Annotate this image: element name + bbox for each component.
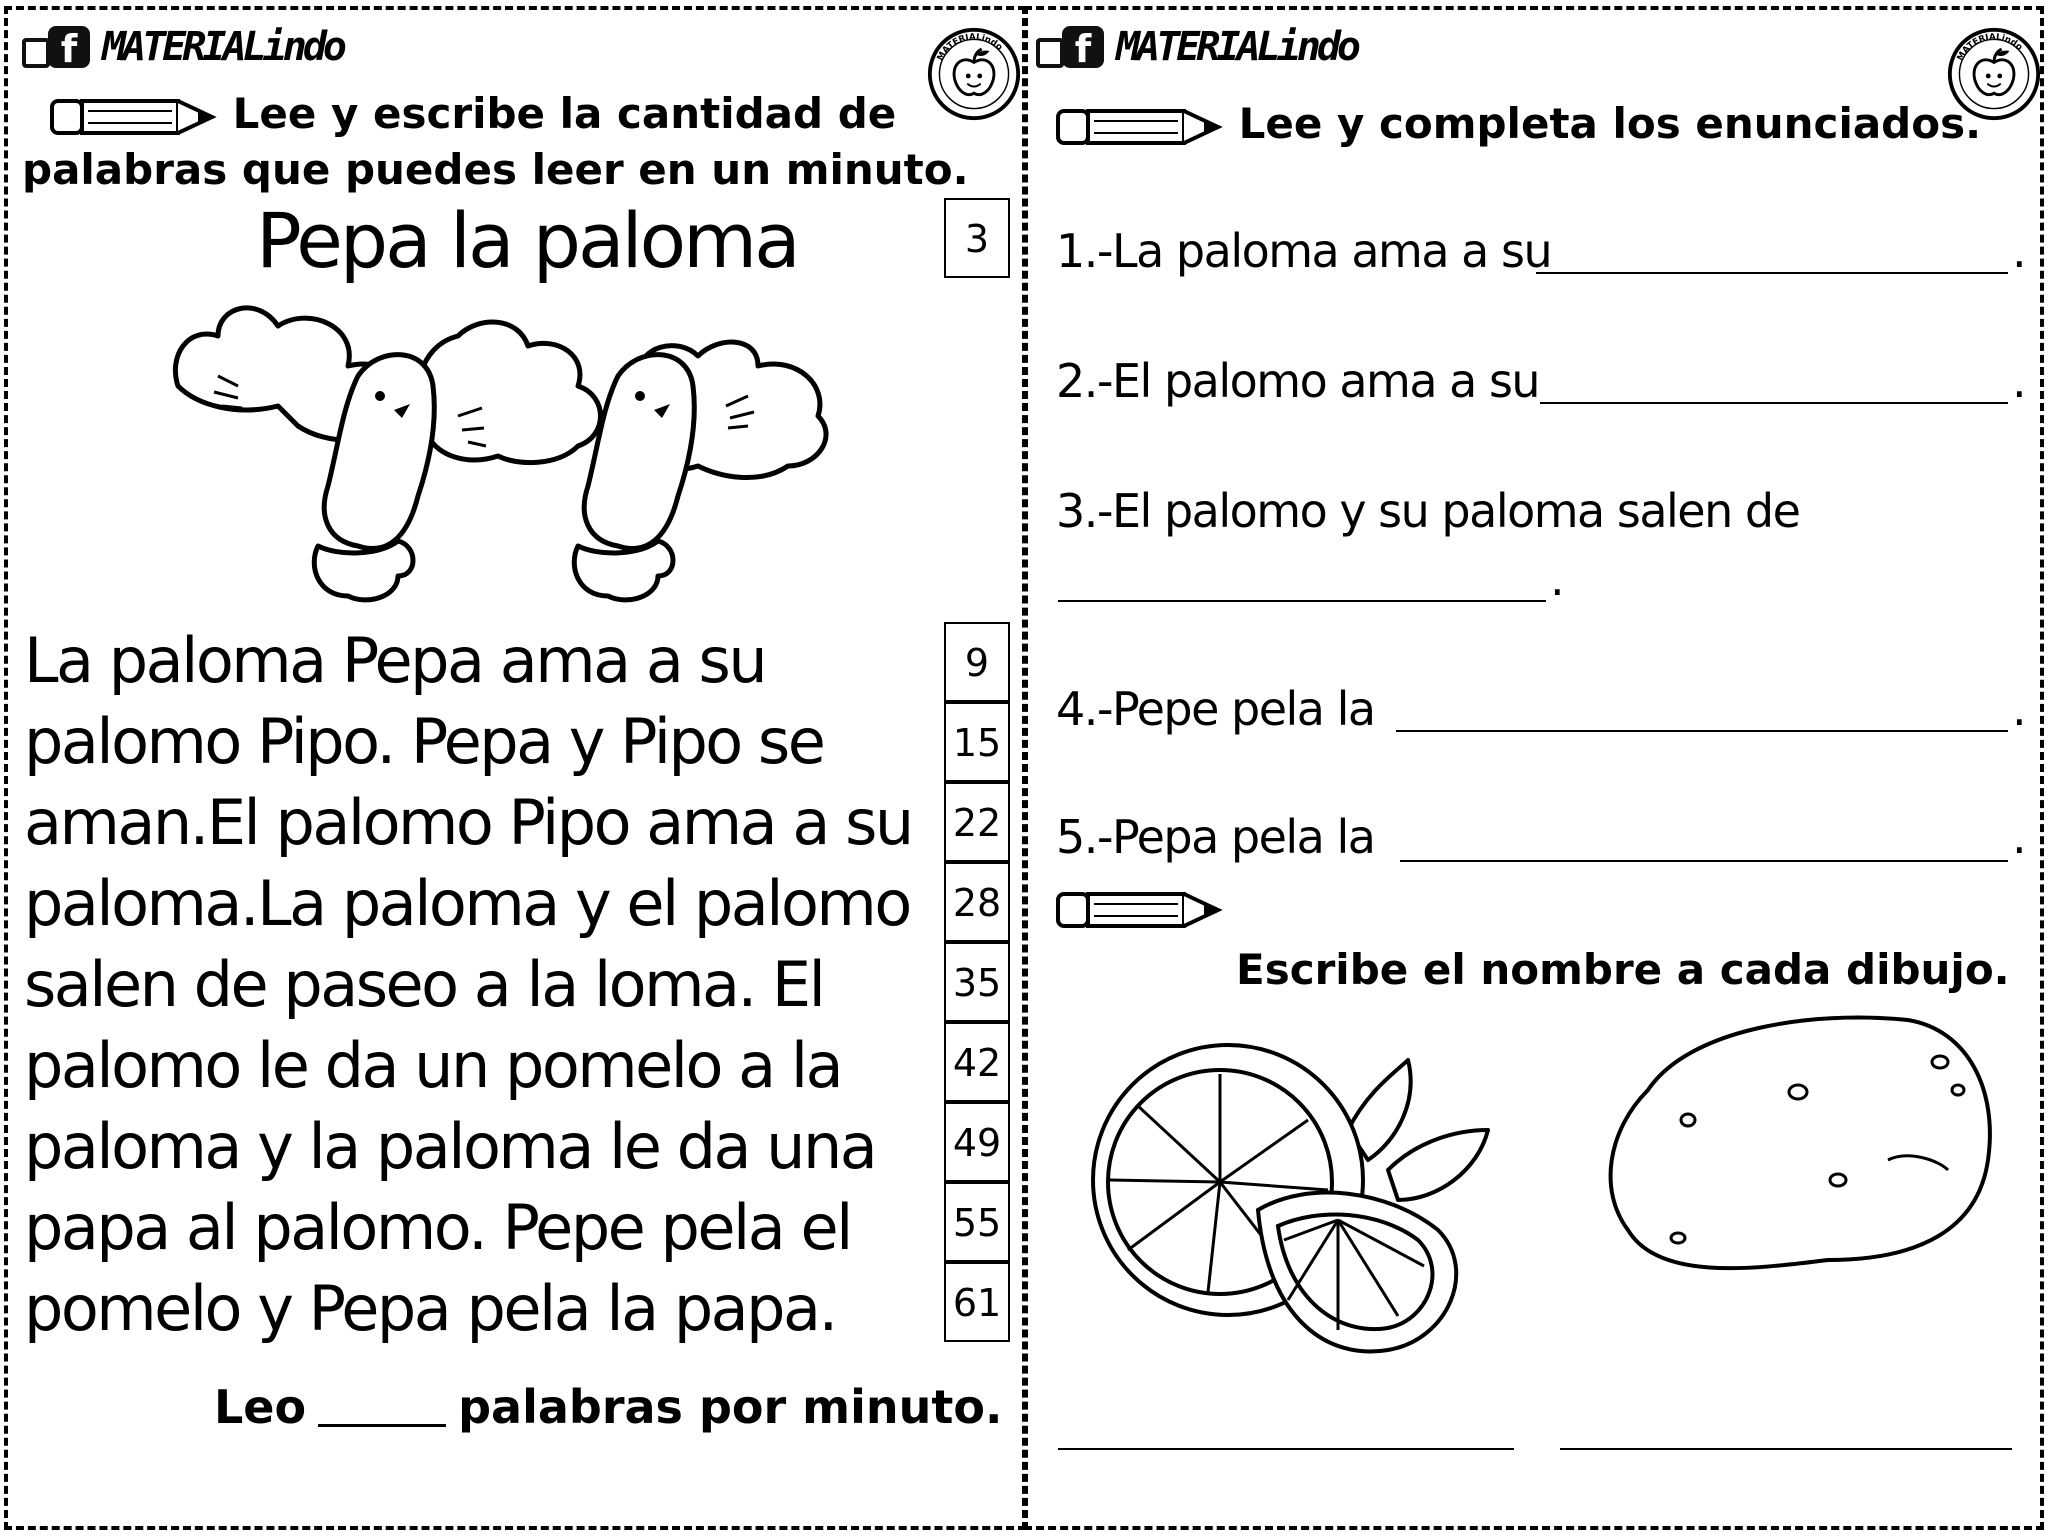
grapefruit-answer-line[interactable] bbox=[1058, 1448, 1514, 1450]
story-line: paloma y la paloma le da una bbox=[24, 1110, 876, 1183]
word-count-box: 35 bbox=[944, 942, 1010, 1022]
question-3: 3.-El palomo y su paloma salen de bbox=[1056, 484, 1800, 538]
potato-answer-line[interactable] bbox=[1560, 1448, 2012, 1450]
svg-text:MATERIALindo: MATERIALindo bbox=[1955, 32, 2025, 63]
story-line: paloma.La paloma y el palomo bbox=[24, 867, 910, 940]
grapefruit-illustration bbox=[1088, 1030, 1518, 1370]
complete-instruction-text: Lee y completa los enunciados. bbox=[1238, 99, 1982, 148]
pencil-icon bbox=[48, 93, 218, 141]
footer-end: palabras por minuto. bbox=[458, 1380, 1003, 1434]
potato-illustration bbox=[1588, 1010, 1998, 1310]
draw-instruction: Escribe el nombre a cada dibujo. bbox=[1236, 945, 2010, 994]
answer-line-4[interactable] bbox=[1396, 730, 2008, 732]
left-worksheet-page bbox=[4, 6, 1026, 1530]
story-line: palomo Pipo. Pepa y Pipo se bbox=[24, 705, 824, 778]
story-line: La paloma Pepa ama a su bbox=[24, 624, 766, 697]
answer-line-5[interactable] bbox=[1400, 860, 2008, 862]
doves-illustration bbox=[158, 296, 878, 606]
reading-instruction bbox=[48, 86, 896, 142]
brand-name: MATERIALindo bbox=[102, 24, 343, 70]
title-word-count: 3 bbox=[944, 198, 1010, 278]
story-title: Pepa la paloma bbox=[256, 196, 798, 285]
question-5: 5.-Pepa pela la bbox=[1056, 810, 1375, 864]
word-count-box: 15 bbox=[944, 702, 1010, 782]
period: . bbox=[2012, 682, 2027, 736]
question-1: 1.-La paloma ama a su bbox=[1056, 224, 1552, 278]
word-count-box: 55 bbox=[944, 1182, 1010, 1262]
instruction-line-1: Lee y escribe la cantidad de bbox=[232, 89, 897, 138]
right-worksheet-page bbox=[1024, 6, 2044, 1530]
word-count-box: 9 bbox=[944, 622, 1010, 702]
period: . bbox=[2012, 224, 2027, 278]
story-line: papa al palomo. Pepe pela el bbox=[24, 1191, 851, 1264]
period: . bbox=[2012, 354, 2027, 408]
facebook-icon: f bbox=[1036, 24, 1110, 70]
answer-line-3[interactable] bbox=[1058, 600, 1546, 602]
footer-start: Leo bbox=[214, 1380, 307, 1434]
left-seal-text bbox=[926, 26, 1022, 122]
question-2: 2.-El palomo ama a su bbox=[1056, 354, 1540, 408]
period: . bbox=[1550, 552, 1565, 606]
story-line: aman.El palomo Pipo ama a su bbox=[24, 786, 912, 859]
question-4: 4.-Pepe pela la bbox=[1056, 682, 1375, 736]
answer-line-1[interactable] bbox=[1536, 272, 2008, 274]
svg-text:MATERIALindo: MATERIALindo bbox=[935, 32, 1005, 63]
story-line: palomo le da un pomelo a la bbox=[24, 1029, 842, 1102]
words-per-minute-line bbox=[214, 1380, 1002, 1434]
word-count-box: 42 bbox=[944, 1022, 1010, 1102]
pencil-icon bbox=[1054, 886, 1224, 934]
complete-instruction bbox=[1054, 96, 1981, 152]
pencil-icon bbox=[1054, 103, 1224, 151]
word-count-box: 49 bbox=[944, 1102, 1010, 1182]
word-count-box: 61 bbox=[944, 1262, 1010, 1342]
facebook-icon: f bbox=[22, 24, 96, 70]
words-per-minute-blank[interactable] bbox=[318, 1424, 446, 1427]
story-line: pomelo y Pepa pela la papa. bbox=[24, 1272, 836, 1345]
instruction-line-2: palabras que puedes leer en un minuto. bbox=[22, 145, 969, 194]
story-text bbox=[24, 620, 912, 1349]
period: . bbox=[2012, 810, 2027, 864]
brand-header bbox=[22, 24, 343, 70]
word-count-box: 22 bbox=[944, 782, 1010, 862]
story-line: salen de paseo a la loma. El bbox=[24, 948, 824, 1021]
brand-name: MATERIALindo bbox=[1116, 24, 1357, 70]
brand-header bbox=[1036, 24, 1357, 70]
word-count-box: 28 bbox=[944, 862, 1010, 942]
answer-line-2[interactable] bbox=[1540, 402, 2008, 404]
